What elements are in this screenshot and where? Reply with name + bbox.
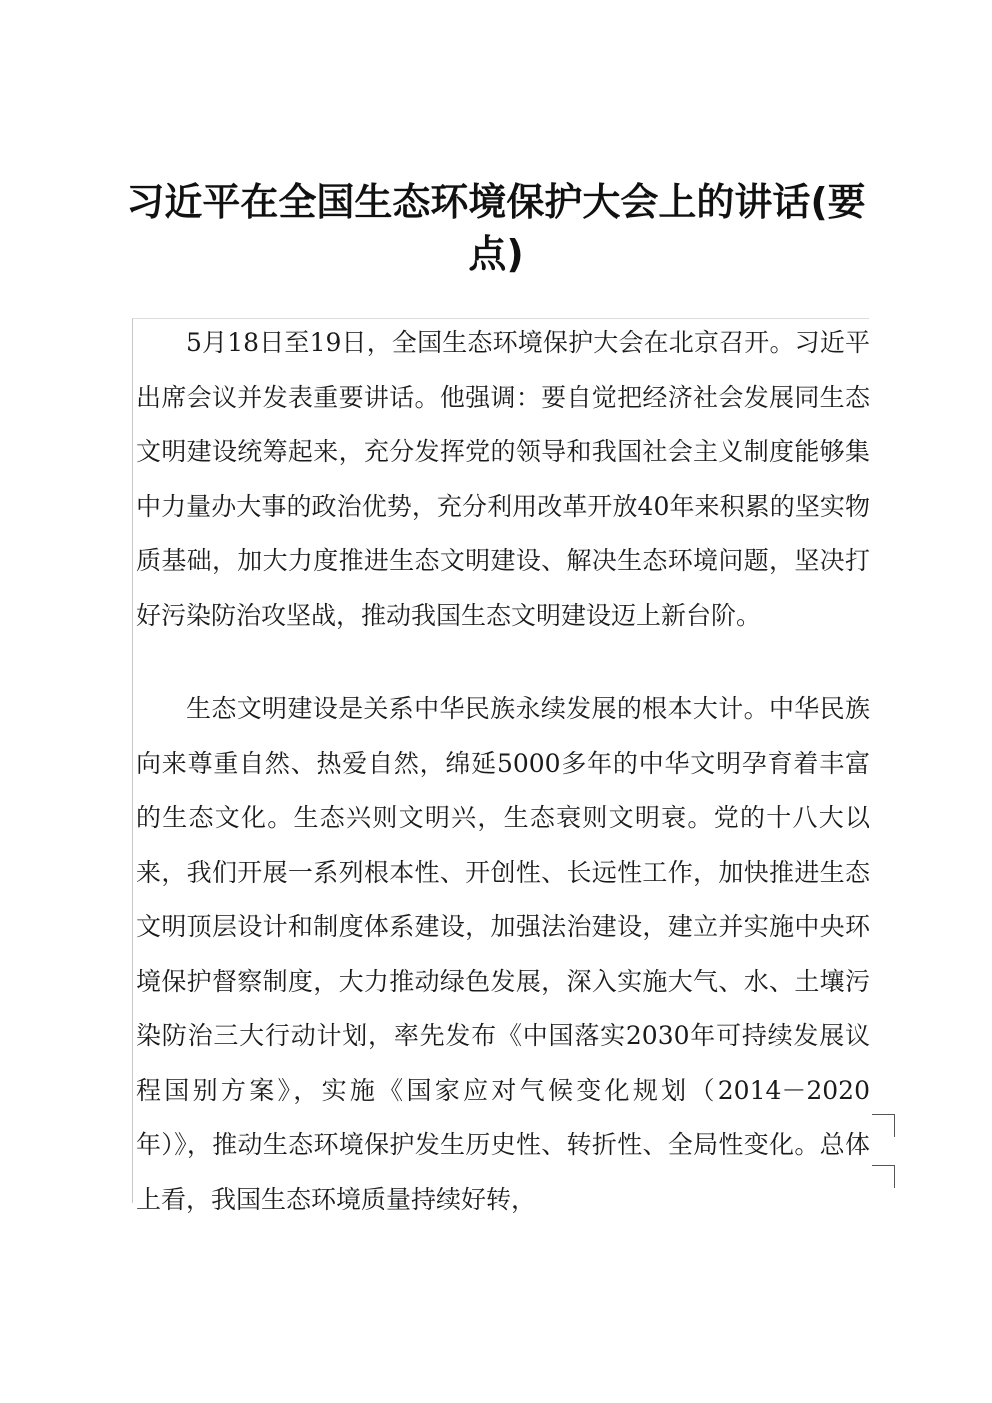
paragraph-1: 5月18日至19日，全国生态环境保护大会在北京召开。习近平出席会议并发表重要讲话。他强调：要自觉把经济社会发展同生态文明建设统筹起来，充分发挥党的领导和我国社会主义制度能够集中力量办大事的政治优势，充分利用改革开放40年来积累的坚实物质基础，加大力度推进生态文明建设、解决生态环境问题，坚决打好污染防治攻坚战，推动我国生态文明建设迈上新台阶。 [136,328,870,630]
paragraph-2: 生态文明建设是关系中华民族永续发展的根本大计。中华民族向来尊重自然、热爱自然，绵延5000多年的中华文明孕育着丰富的生态文化。生态兴则文明兴，生态衰则文明衰。党的十八大以来，我们开展一系列根本性、开创性、长远性工作，加快推进生态文明顶层设计和制度体系建设，加强法治建设，建立并实施中央环境保护督察制度，大力推动绿色发展，深入实施大气、水、土壤污染防治三大行动计划，率先发布《中国落实2030年可持续发展议程国别方案》，实施《国家应对气候变化规划（2014－2020年）》，推动生态环境保护发生历史性、转折性、全局性变化。总体上看，我国生态环境质量持续好转， [136,694,870,1214]
document-title [120,176,872,280]
margin-corner-mark [872,1114,895,1137]
title-line-2: 点) [468,232,524,276]
title-line-1: 习近平在全国生态环境保护大会上的讲话(要 [126,180,866,224]
margin-corner-mark [872,1165,895,1188]
